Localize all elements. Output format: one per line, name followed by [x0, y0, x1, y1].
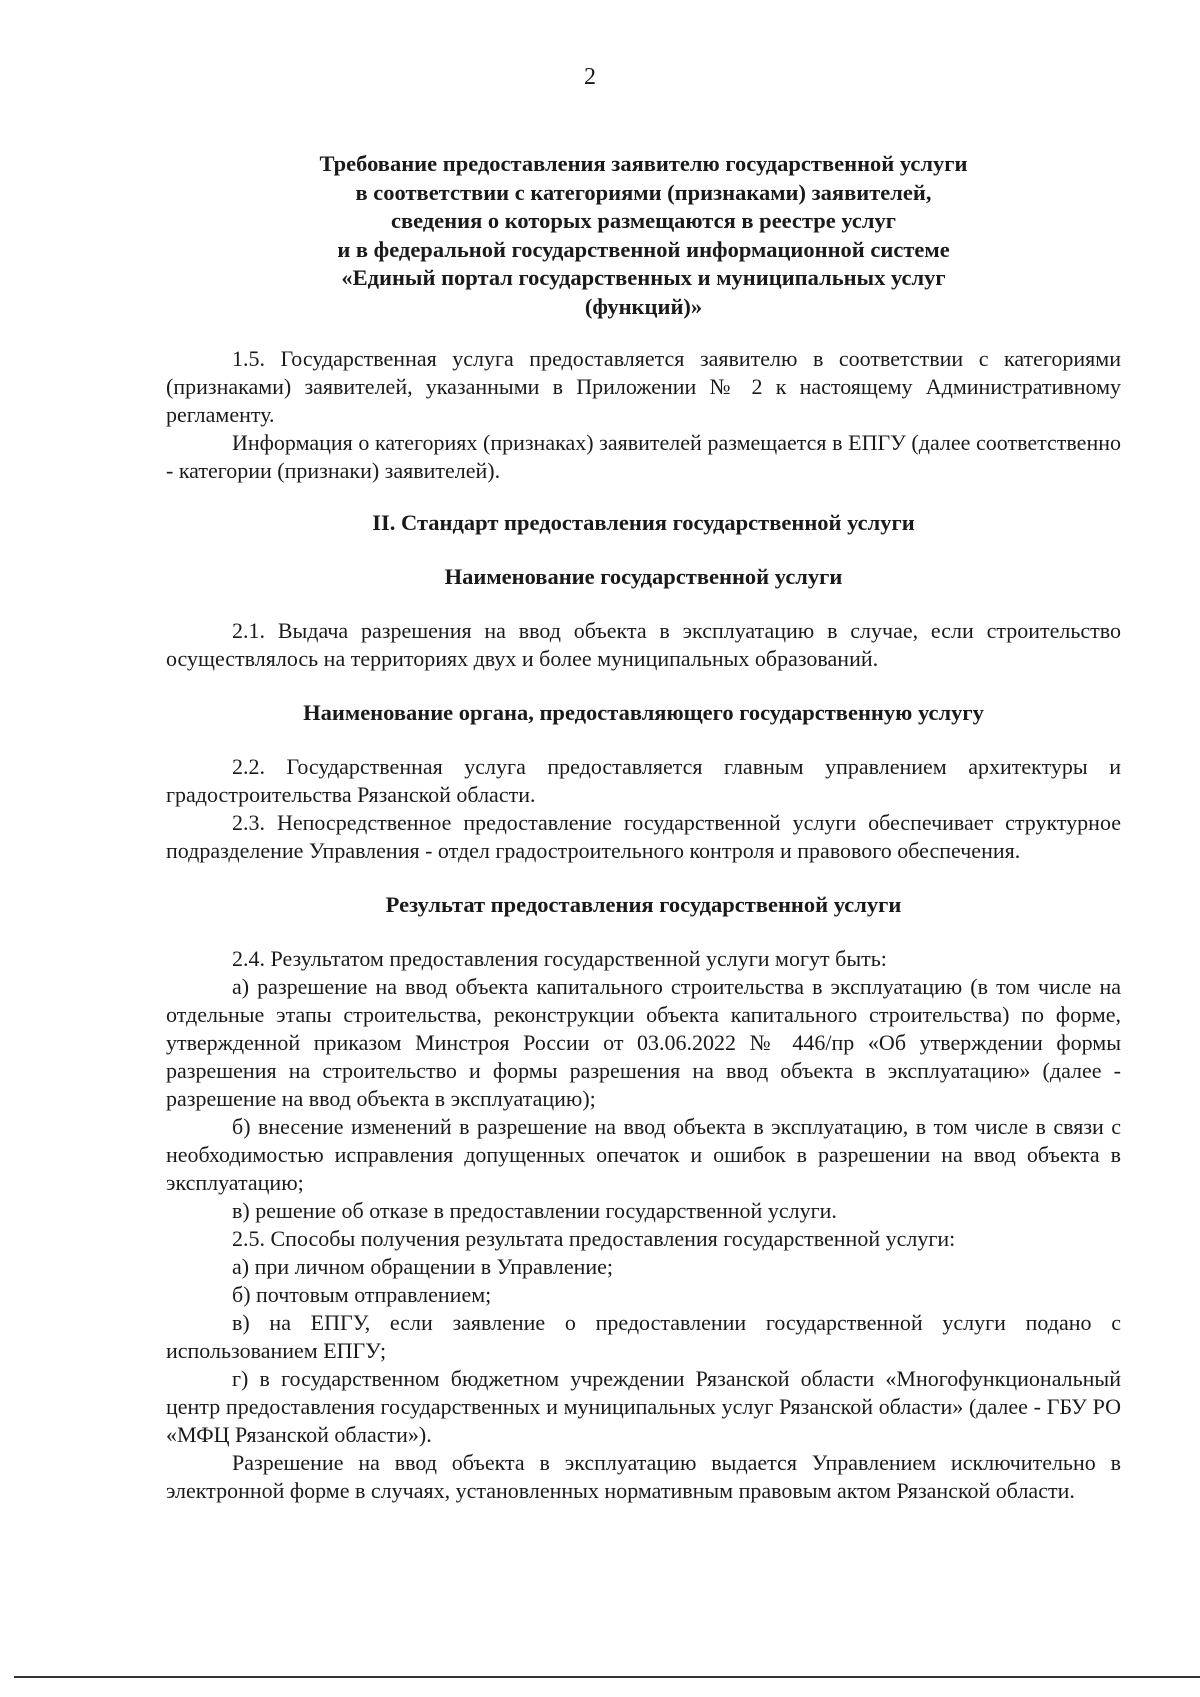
paragraph-2-5: 2.5. Способы получения результата предоставления государственной услуги:: [232, 1226, 956, 1251]
paragraph-2-3: 2.3. Непосредственное предоставление государственной услуги обеспечивает структурное подразделение Управления - отдел градостроительного контроля и правового обеспечения.: [166, 810, 1121, 863]
paragraph-final: Разрешение на ввод объекта в эксплуатацию выдается Управлением исключительно в электронной форме в случаях, установленных нормативным правовым актом Рязанской области.: [166, 1450, 1121, 1503]
title-line: сведения о которых размещаются в реестре услуг: [390, 208, 897, 233]
paragraph-2-2: 2.2. Государственная услуга предоставляется главным управлением архитектуры и градостроительства Рязанской области.: [166, 754, 1121, 807]
paragraph-info: Информация о категориях (признаках) заявителей размещается в ЕПГУ (далее соответственно - категории (признаки) заявителей).: [166, 430, 1121, 483]
document-body: [166, 150, 1121, 1505]
paragraph-2-5-a: а) при личном обращении в Управление;: [232, 1254, 614, 1279]
title-line: «Единый портал государственных и муниципальных услуг: [341, 265, 946, 290]
heading-authority: Наименование органа, предоставляющего государственную услугу: [303, 700, 984, 725]
heading-result: Результат предоставления государственной услуги: [385, 892, 902, 917]
paragraph-2-4-b: б) внесение изменений в разрешение на ввод объекта в эксплуатацию, в том числе в связи с необходимостью исправления допущенных опечаток и ошибок в разрешении на ввод объекта в эксплуатацию;: [166, 1114, 1121, 1195]
paragraph-2-5-v: в) на ЕПГУ, если заявление о предоставлении государственной услуги подано с использованием ЕПГУ;: [166, 1310, 1121, 1363]
page-number: 2: [584, 64, 596, 90]
title-line: (функций)»: [584, 293, 703, 319]
paragraph-2-4-a: а) разрешение на ввод объекта капитального строительства в эксплуатацию (в том числе на отдельные этапы строительства, реконструкции объекта капитального строительства) по форме, утвержденной приказом Минстроя России от 03.06.2022 № 446/пр «Об утверждении формы разрешения на строительство и формы разрешения на ввод объекта в эксплуатацию» (далее - разрешение на ввод объекта в эксплуатацию);: [166, 974, 1121, 1111]
paragraph-2-4-v: в) решение об отказе в предоставлении государственной услуги.: [232, 1198, 837, 1223]
paragraph-2-5-b: б) почтовым отправлением;: [232, 1282, 492, 1307]
paragraph-2-1: 2.1. Выдача разрешения на ввод объекта в эксплуатацию в случае, если строительство осуществлялось на территориях двух и более муниципальных образований.: [166, 618, 1121, 671]
section-2-title: II. Стандарт предоставления государственной услуги: [372, 510, 915, 535]
title-line: Требование предоставления заявителю государственной услуги: [319, 151, 968, 176]
heading-service-name: Наименование государственной услуги: [444, 564, 843, 589]
paragraph-1-5: 1.5. Государственная услуга предоставляется заявителю в соответствии с категориями (признаками) заявителей, указанными в Приложении № 2 к настоящему Административному регламенту.: [166, 346, 1121, 427]
title-line: в соответствии с категориями (признаками) заявителей,: [355, 179, 932, 205]
requirement-title: [166, 150, 1121, 321]
paragraph-2-5-g: г) в государственном бюджетном учреждении Рязанской области «Многофункциональный центр предоставления государственных и муниципальных услуг Рязанской области» (далее - ГБУ РО «МФЦ Рязанской области»).: [166, 1366, 1121, 1447]
title-line: и в федеральной государственной информационной системе: [337, 236, 950, 262]
bottom-rule: [14, 1676, 1200, 1678]
paragraph-2-4: 2.4. Результатом предоставления государственной услуги могут быть:: [232, 946, 887, 971]
